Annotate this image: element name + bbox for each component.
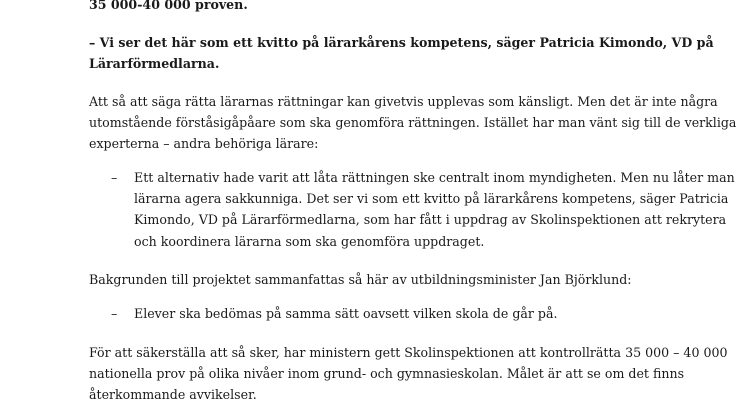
bullet-1-line-3: Kimondo, VD på Lärarförmedlarna, som har fått i uppdrag av Skolinspektionen att rekrytera [134, 212, 727, 227]
bullet-2-text: Elever ska bedömas på samma sätt oavsett vilken skola de går på. [134, 306, 558, 321]
quote-line-2: Lärarförmedlarna. [89, 56, 220, 71]
paragraph-1-line-2: utomstående förståsigåpåare som ska genomföra rättningen. Istället har man vänt sig till de verkliga [89, 115, 737, 130]
bullet-1-line-1: Ett alternativ hade varit att låta rättningen ske centralt inom myndigheten. Men nu låter man [134, 170, 735, 185]
bullet-2-dash: – [111, 306, 118, 321]
bullet-1-line-4: och koordinera lärarna som ska genomföra uppdraget. [134, 234, 485, 249]
intro-tail-text: 35 000-40 000 proven. [89, 0, 248, 12]
paragraph-3-line-3: återkommande avvikelser. [89, 387, 257, 402]
bullet-1-dash: – [111, 170, 118, 185]
quote-line-1: – Vi ser det här som ett kvitto på lärarkårens kompetens, säger Patricia Kimondo, VD på [89, 35, 714, 50]
paragraph-3-line-1: För att säkerställa att så sker, har ministern gett Skolinspektionen att kontrollrätta 35 000 – 40 000 [89, 345, 728, 360]
bullet-1-line-2: lärarna agera sakkunniga. Det ser vi som ett kvitto på lärarkårens kompetens, säger Patricia [134, 191, 729, 206]
paragraph-1-line-1: Att så att säga rätta lärarnas rättningar kan givetvis upplevas som känsligt. Men det är inte några [89, 94, 718, 109]
paragraph-2: Bakgrunden till projektet sammanfattas så här av utbildningsminister Jan Björklund: [89, 272, 632, 287]
paragraph-1-line-3: experterna – andra behöriga lärare: [89, 136, 319, 151]
paragraph-3-line-2: nationella prov på olika nivåer inom grund- och gymnasieskolan. Målet är att se om det finns [89, 366, 685, 381]
